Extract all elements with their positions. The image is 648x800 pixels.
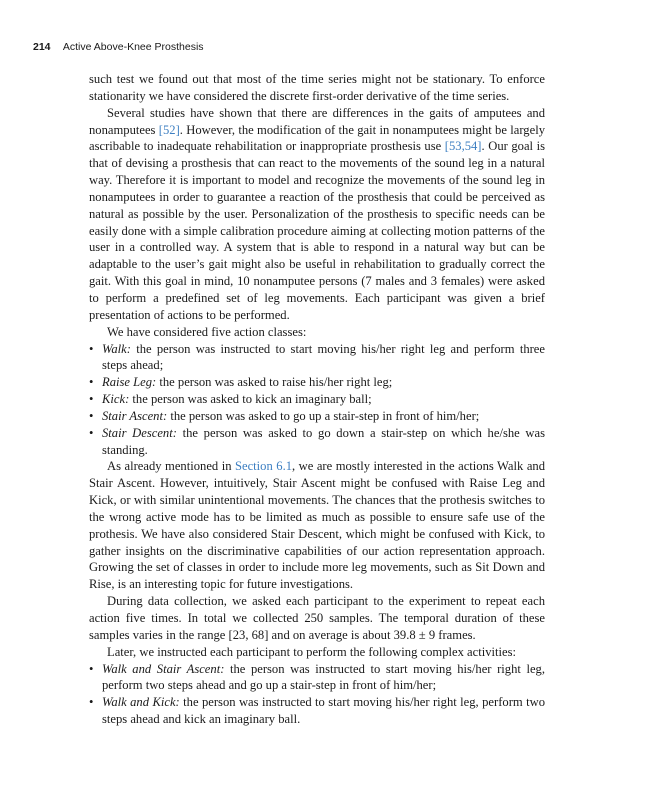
section-link-6-1[interactable]: Section 6.1 (235, 459, 293, 474)
paragraph-stationarity: such test we found out that most of the time series might not be stationary. To enforce stationarity we have considered the discrete first-order derivative of the time series. (89, 72, 545, 103)
list-item-term: Stair Ascent: (102, 408, 168, 423)
list-item-walk-stair-ascent (89, 661, 545, 695)
paragraph-studies-text-c: . Our goal is that of devising a prosthesis that can react to the movements of the sound leg in a natural way. Therefore it is important to model and recognize the movements of the sound leg in nonamputees in order to guarantee a reaction of the prosthesis that could be perceived as natural as possible by the user. Personalization of the prosthesis to specific needs can be easily done with a simple calibration procedure aiming at collecting motion patterns of the user in a controlled way. A system that is able to respond in a natural way but can be adaptable to the user’s gait might also be useful in rehabilitation to gradually correct the gait. With this goal in mind, 10 nonamputee persons (7 males and 3 females) were asked to perform a predefined set of leg movements. Each participant was given a brief presentation of actions to be performed. (89, 139, 546, 322)
citation-link-53-54[interactable]: [53,54] (444, 139, 482, 154)
list-item-desc: the person was instructed to start moving his/her right leg and perform three steps ahead; (102, 341, 545, 373)
paragraph-section-ref-text-a: As already mentioned in (107, 459, 235, 474)
list-item-desc: the person was asked to go up a stair-step in front of him/her; (167, 408, 480, 423)
page-number: 214 (33, 41, 51, 53)
list-item-term: Walk and Stair Ascent: (102, 661, 225, 676)
paragraph-action-classes-intro: We have considered five action classes: (107, 324, 307, 339)
list-item-term: Walk: (102, 341, 131, 356)
action-classes-list (89, 341, 545, 459)
list-item-term: Kick: (102, 392, 130, 407)
list-item-walk (89, 341, 545, 375)
list-item-desc: the person was asked to kick an imaginary ball; (129, 392, 372, 407)
complex-activities-list (89, 661, 545, 728)
list-item-raise-leg (89, 374, 545, 391)
list-item-desc: the person was asked to raise his/her right leg; (156, 375, 393, 390)
paragraph-complex-activities-intro: Later, we instructed each participant to perform the following complex activities: (107, 644, 516, 659)
list-item-stair-ascent (89, 408, 545, 425)
list-item-stair-descent (89, 425, 545, 459)
list-item-desc: the person was asked to go down a stair-step on which he/she was standing. (102, 425, 545, 457)
paragraph-section-ref-text-b: , we are mostly interested in the actions Walk and Stair Ascent. However, intuitively, Stair Ascent might be confused with Raise Leg and Kick, or with similar unintentional movements. The chances that the prothesis switches to the wrong active mode has to be limited as much as possible to ensure safe use of the prothesis. We have also considered Stair Descent, which might be confused with Kick, to gather insights on the discriminative capabilities of our action representation approach. Growing the set of classes in order to include more leg movements, such as Sit Down and Rise, is an interesting topic for future investigations. (89, 459, 545, 592)
list-item-kick (89, 391, 545, 408)
list-item-term: Walk and Kick: (102, 695, 180, 710)
list-item-desc: the person was instructed to start moving his/her right leg, perform two steps ahead and go up a stair-step in front of him/her; (102, 661, 545, 693)
paragraph-studies-text-b: . However, the modification of the gait in nonamputees might be largely ascribable to inadequate rehabilitation or inappropriate prosthesis use (89, 122, 545, 154)
paragraph-studies-text-a: Several studies have shown that there are differences in the gaits of amputees and nonamputees (89, 105, 545, 137)
citation-link-52[interactable]: [52] (158, 122, 180, 137)
paragraph-section-ref (89, 458, 545, 593)
running-header (33, 41, 204, 53)
list-item-term: Stair Descent: (102, 425, 177, 440)
paragraph-studies (89, 105, 545, 324)
list-item-term: Raise Leg: (102, 375, 157, 390)
list-item-desc: the person was instructed to start moving his/her right leg, perform two steps ahead and kick an imaginary ball. (102, 695, 545, 727)
list-item-walk-kick (89, 694, 545, 728)
paragraph-data-collection: During data collection, we asked each participant to the experiment to repeat each action five times. In total we collected 250 samples. The temporal duration of these samples varies in the range [23, 68] and on average is about 39.8 ± 9 frames. (89, 594, 545, 642)
running-title: Active Above-Knee Prosthesis (62, 41, 204, 53)
body-text (89, 71, 545, 728)
